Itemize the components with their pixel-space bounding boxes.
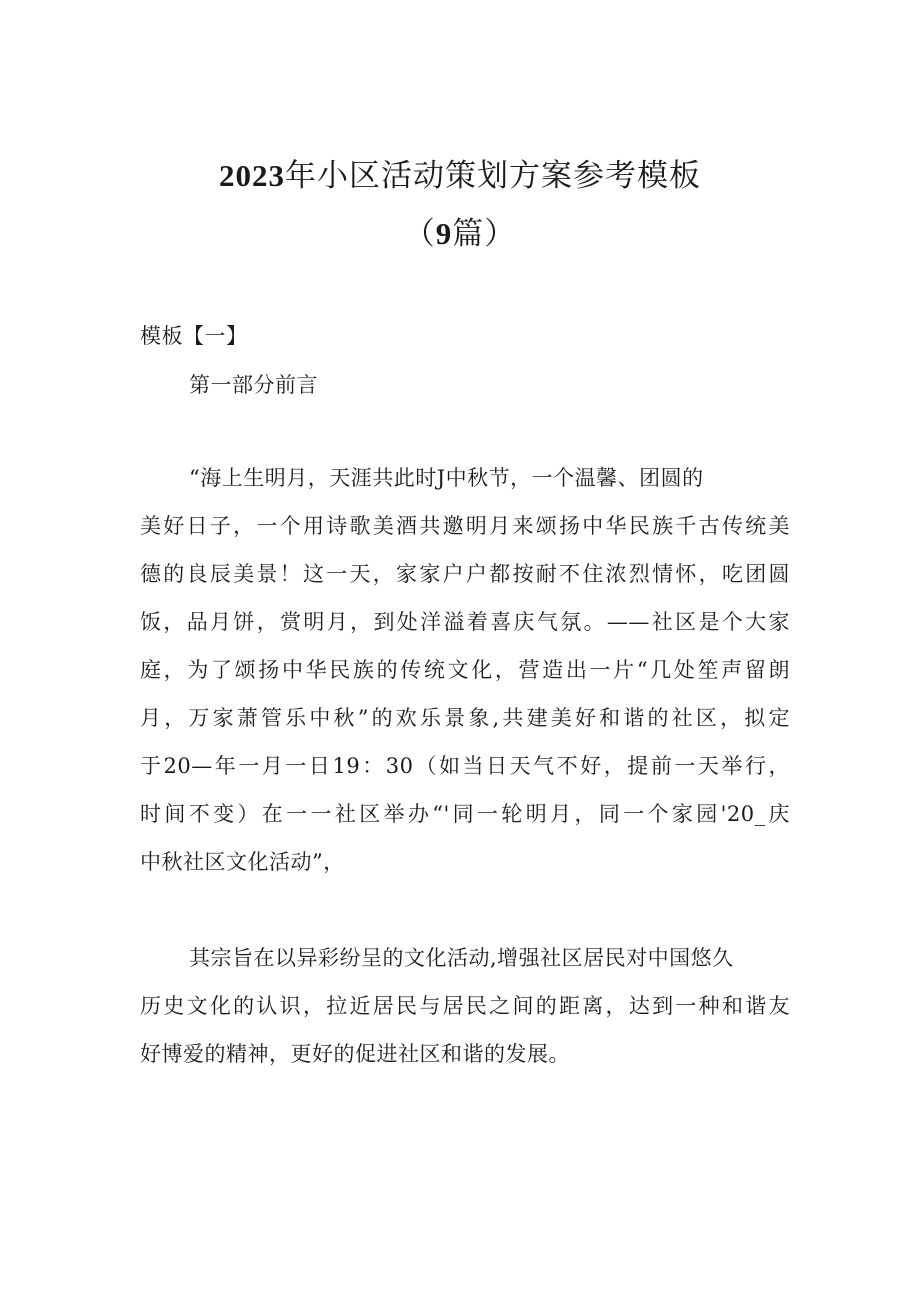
section-label: 模板【一】 bbox=[140, 324, 248, 348]
paragraph-line: 时间不变）在一一社区举办“'同一轮明月，同一个家园'20_庆 bbox=[140, 802, 790, 826]
paragraph-line: 饭，品月饼，赏明月，到处洋溢着喜庆气氛。——社区是个大家 bbox=[140, 610, 790, 634]
paragraph-line: 好博爱的精神，更好的促进社区和谐的发展。 bbox=[140, 1042, 570, 1066]
paragraph-line: “海上生明月，天涯共此时J中秋节，一个温馨、团圆的 bbox=[189, 466, 704, 490]
section-subheading: 第一部分前言 bbox=[189, 373, 318, 397]
title-count: 9 bbox=[435, 216, 453, 251]
paragraph-line: 德的良辰美景！这一天，家家户户都按耐不住浓烈情怀，吃团圆 bbox=[140, 562, 790, 586]
paragraph-line: 于20—年一月一日19：30（如当日天气不好，提前一天举行， bbox=[140, 754, 790, 778]
document-title-line2 bbox=[0, 208, 920, 253]
paragraph-line: 庭，为了颂扬中华民族的传统文化，营造出一片“几处笙声留朗 bbox=[140, 658, 790, 682]
document-title-line1 bbox=[0, 150, 920, 195]
paragraph-line: 其宗旨在以异彩纷呈的文化活动,增强社区居民对中国悠久 bbox=[189, 946, 734, 970]
title-year: 2023 bbox=[219, 158, 285, 193]
paragraph-line: 月，万家萧管乐中秋”的欢乐景象,共建美好和谐的社区，拟定 bbox=[140, 706, 790, 730]
title-count-suffix: 篇） bbox=[452, 216, 517, 252]
title-paren-open: （ bbox=[403, 216, 436, 252]
paragraph-line: 美好日子，一个用诗歌美酒共邀明月来颂扬中华民族千古传统美 bbox=[140, 514, 790, 538]
paragraph-line: 中秋社区文化活动”， bbox=[140, 850, 345, 874]
title-text: 年小区活动策划方案参考模板 bbox=[285, 158, 701, 194]
paragraph-line: 历史文化的认识，拉近居民与居民之间的距离，达到一种和谐友 bbox=[140, 994, 790, 1018]
